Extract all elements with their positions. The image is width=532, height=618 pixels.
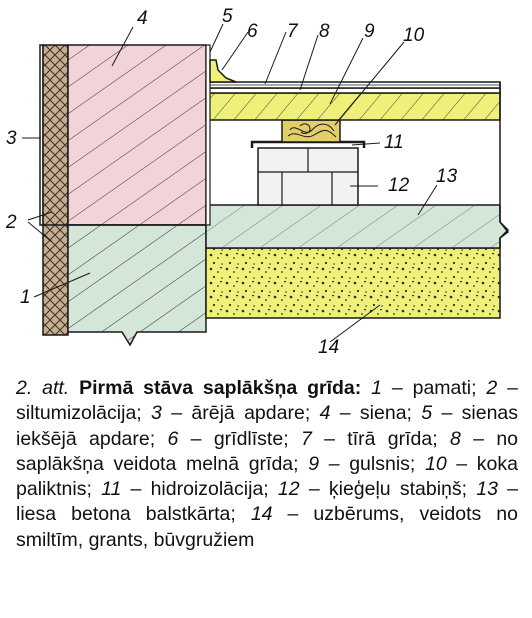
caption-item-text: tīrā grīda bbox=[347, 427, 433, 450]
figure-number: 2. att. bbox=[16, 377, 70, 399]
caption-item: 7 – tīrā grīda; bbox=[300, 427, 438, 450]
caption-item-text: uzbērums, veidots no smiltīm, grants, būvgružiem bbox=[16, 503, 518, 551]
caption-item-number: 3 bbox=[151, 402, 162, 425]
caption-item: 3 – ārējā apdare; bbox=[151, 402, 311, 425]
label-5: 5 bbox=[222, 6, 233, 27]
label-9: 9 bbox=[364, 21, 375, 42]
caption-item-number: 11 bbox=[101, 478, 122, 501]
caption-item: 11 – hidroizolācija; bbox=[101, 478, 269, 501]
caption-item-number: 8 bbox=[449, 427, 461, 450]
label-13: 13 bbox=[436, 166, 458, 187]
label-2: 2 bbox=[6, 212, 17, 233]
joist-hatch bbox=[206, 93, 500, 120]
caption-item: 1 – pamati; bbox=[371, 377, 477, 399]
caption-item: 13 – liesa betona balstkārta; bbox=[16, 478, 519, 526]
caption-item: 8 – no saplākšņa veidota melnā grīda; bbox=[16, 427, 519, 475]
caption-item-text: ķieģeļu stabiņš bbox=[328, 478, 462, 501]
caption-item-text: siena bbox=[359, 402, 407, 425]
skirting-board bbox=[210, 60, 236, 82]
caption-item-number: 12 bbox=[277, 478, 300, 501]
caption-item-text: sienas iekšējā apdare bbox=[16, 402, 519, 450]
caption-item-text: gulsnis bbox=[349, 452, 410, 475]
caption-item: 12 – ķieģeļu stabiņš; bbox=[277, 478, 468, 501]
caption-item-number: 7 bbox=[300, 427, 312, 450]
wall-hatch bbox=[68, 45, 206, 225]
waterproofing bbox=[252, 142, 364, 148]
caption-item-text: no saplākšņa veidota melnā grīda bbox=[16, 427, 519, 475]
label-11: 11 bbox=[384, 132, 404, 153]
caption-items bbox=[16, 377, 518, 551]
label-7: 7 bbox=[287, 21, 298, 42]
caption-item-number: 13 bbox=[476, 478, 498, 501]
fill-layer-dots bbox=[206, 248, 500, 318]
caption-item-number: 4 bbox=[319, 402, 331, 425]
label-14: 14 bbox=[318, 337, 340, 358]
caption-item-number: 14 bbox=[250, 503, 273, 526]
foundation-hatch bbox=[68, 225, 206, 345]
label-8: 8 bbox=[319, 21, 330, 42]
caption-item-text: liesa betona balstkārta bbox=[16, 503, 231, 526]
label-10: 10 bbox=[403, 25, 425, 46]
label-3: 3 bbox=[6, 128, 17, 149]
caption-item-number: 9 bbox=[308, 452, 320, 475]
caption-item: 9 – gulsnis; bbox=[308, 452, 416, 475]
figure-caption bbox=[16, 376, 518, 553]
caption-item: 5 – sienas iekšējā apdare; bbox=[16, 402, 519, 450]
label-12: 12 bbox=[388, 175, 410, 196]
caption-item-number: 2 bbox=[486, 377, 498, 399]
caption-item: 10 – koka paliktnis; bbox=[16, 452, 518, 501]
caption-item-text: ārējā apdare bbox=[191, 402, 305, 425]
caption-item-text: koka paliktnis bbox=[16, 452, 518, 501]
lean-concrete-hatch bbox=[206, 205, 500, 248]
caption-item-number: 5 bbox=[421, 402, 433, 425]
label-6: 6 bbox=[247, 21, 258, 42]
caption-item-text: pamati bbox=[412, 377, 472, 399]
caption-item: 4 – siena; bbox=[319, 402, 412, 425]
figure-title: Pirmā stāva saplākšņa grīda: bbox=[79, 377, 362, 399]
caption-item: 6 – grīdlīste; bbox=[167, 427, 289, 450]
caption-item: 2 – siltumizolācija; bbox=[16, 377, 518, 425]
caption-item-text: grīdlīste bbox=[213, 427, 284, 450]
caption-item-number: 6 bbox=[167, 427, 179, 450]
caption-item-text: siltumizolācija bbox=[16, 402, 137, 425]
label-4: 4 bbox=[137, 8, 148, 29]
caption-item-number: 10 bbox=[424, 452, 447, 475]
label-1: 1 bbox=[20, 287, 31, 308]
caption-item-number: 1 bbox=[371, 377, 382, 399]
caption-item: 14 – uzbērums, veidots no smiltīm, grants, būvgružiem bbox=[16, 503, 518, 551]
caption-item-text: hidroizolācija bbox=[150, 478, 264, 501]
